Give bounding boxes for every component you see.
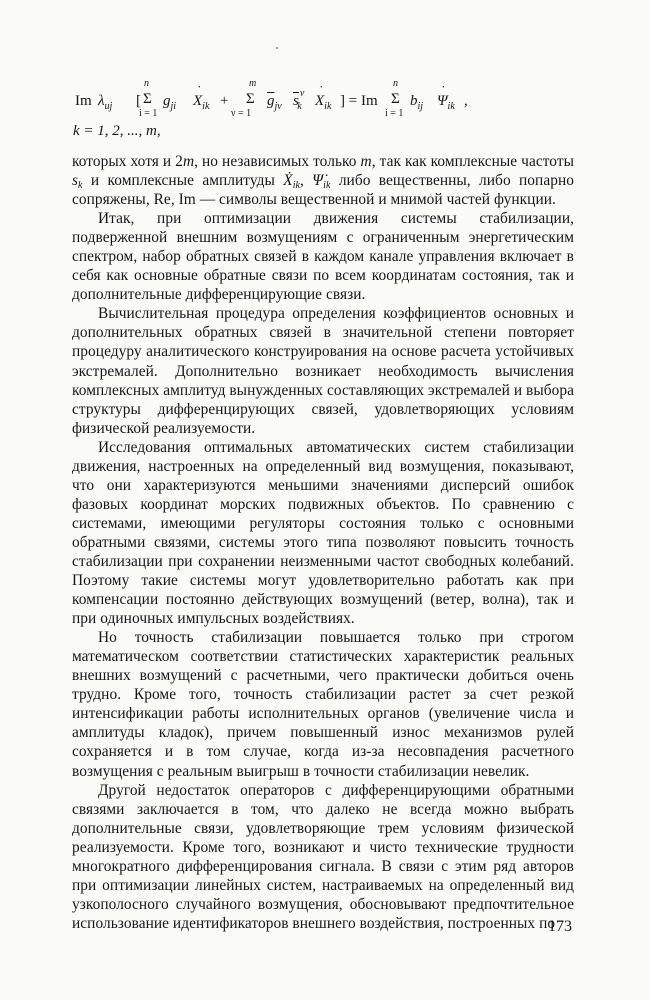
paragraph-4: Исследования оптимальных автоматических систем стабилизации движения, настроенных на определенный вид возмущения, показывают, что они характеризуются меньшими значениями дисперсий ошибок фазовых координат морских подвижных объектов. По сравнению с системами, имеющими регуляторы состояния только с основными обратными связями, системы этого типа позволяют повысить точность стабилизации при сохранении неизменными частот свободных колебаний. Поэтому такие системы могут удовлетворительно работать как при компенсации постоянно действующих возмущений (ветер, волна), так и при одиночных импульсных воздействиях. <box>72 438 574 628</box>
paragraph-3: Вычислительная процедура определения коэффициентов основных и дополнительных обратных связей в значительной степени повторяет процедуру аналитического конструирования на основе расчета устойчивых экстремалей. Дополнительно возникает необходимость вычисления комплексных амплитуд вынужденных составляющих экстремалей и выбора структуры дифференцирующих связей, удовлетворяющих условиям физической реализуемости. <box>72 305 574 437</box>
scan-speck <box>276 47 278 49</box>
sum3-lower: i = 1 <box>385 108 404 119</box>
paragraph-1: которых хотя и 2m, но независимых только m, так как комплексные частоты $s_k$ и комплексные амплитуды Ẋ$_{ik}$, $\Psi̇_{ik}$ либо вещественны, либо попарно сопряжены, Re, Im — символы вещественной и мнимой частей функции. <box>72 153 574 209</box>
k-range-line: k = 1, 2, ..., m, <box>73 123 161 139</box>
sum1-lower: i = 1 <box>139 108 158 119</box>
x2-ik-term: ˙ $X_{ik}$ <box>315 94 331 109</box>
sum1-symbol: Σ <box>143 91 152 107</box>
plus-sign: + <box>220 93 229 109</box>
paragraph-6: Другой недостаток операторов с дифференцирующими обратными связями заключается в том, что далеко не всегда можно выбрать дополнительные связи, удовлетворяющие трем условиям физической реализуемости. Кроме того, возникают и чисто технические трудности многократного дифференцирования сигнала. В связи с этим ряд авторов при оптимизации линейных систем, настраиваемых на определенный вид узкополосного случайного возмущения, обосновывают предпочтительное использование идентификаторов внешнего воздействия, построенных по <box>72 781 574 932</box>
s-k-nu-term: $\overline{s}^\nu_k$ <box>293 88 305 112</box>
close-bracket-equals-im: ] = Im <box>340 93 378 109</box>
page-number: 173 <box>548 918 572 935</box>
open-bracket: [ <box>136 93 141 109</box>
sum3-symbol: Σ <box>391 91 400 107</box>
sum3-upper: n <box>393 78 398 89</box>
paragraph-5: Но точность стабилизации повышается только при строгом математическом соответствии статистических характеристик реальных внешних возмущений с расчетными, чего практически добиться очень трудно. Кроме того, точность стабилизации растет за счет резкой интенсификации работы исполнительных органов (увеличение числа и амплитуды кладок), причем повышенный износ механизмов рулей сохраняется и в том случае, когда из-за несовпадения расчетного возмущения с реальным выигрыш в точности стабилизации невелик. <box>72 629 574 780</box>
sum1-upper: n <box>144 78 149 89</box>
g-jnu-term: $\overline{g}_{j\nu}$ <box>267 93 282 112</box>
trailing-comma: , <box>464 93 468 109</box>
body-text <box>72 152 574 933</box>
psi-ik-term: ˙ $\Psi_{ik}$ <box>437 94 455 109</box>
paragraph-2: Итак, при оптимизации движения системы стабилизации, подверженной внешним возмущениям с ограниченным энергетическим спектром, набор обратных связей в каждом канале управления включает в себя как основные обратные связи по всем координатам состояния, так и дополнительные дифференцирующие связи. <box>72 210 574 304</box>
im-operator-left: Im <box>75 93 92 109</box>
x-ik-term: ˙ $X_{ik}$ <box>193 94 209 109</box>
sum2-symbol: Σ <box>246 91 255 107</box>
g-ji-term: $g_{ji}$ <box>163 93 177 112</box>
lambda-symbol: $\lambda_{uj}$ <box>98 93 113 112</box>
sum2-lower: ν = 1 <box>231 108 252 119</box>
b-ij-term: $b_{ij}$ <box>410 93 424 112</box>
equation-block <box>73 76 593 146</box>
sum2-upper: m <box>249 78 257 89</box>
